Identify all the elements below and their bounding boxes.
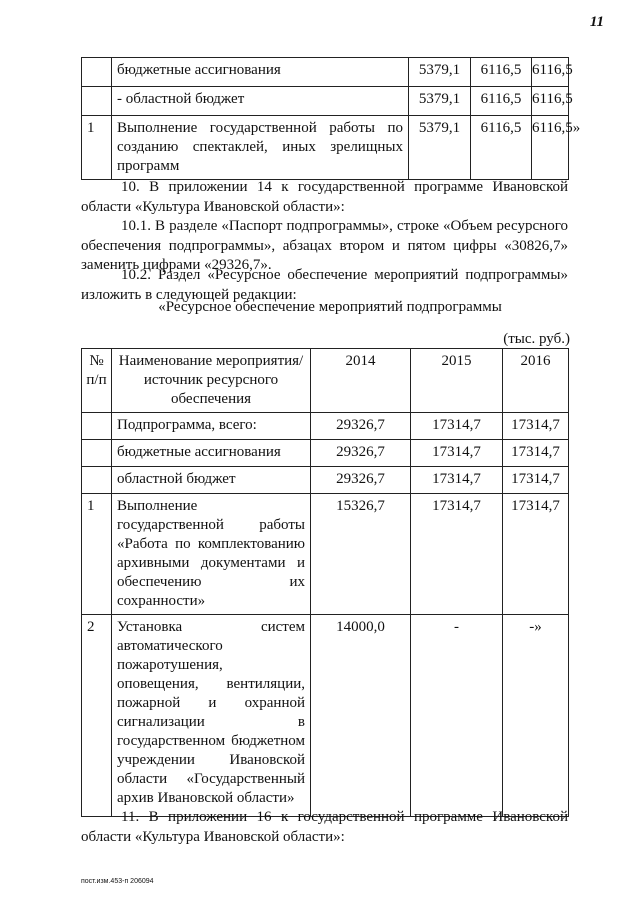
row-number (82, 440, 112, 467)
row-number (82, 87, 112, 116)
row-number: 1 (82, 494, 112, 615)
row-number (82, 413, 112, 440)
table-row (82, 87, 569, 116)
row-number: 1 (82, 116, 112, 180)
header-name: Наименование мероприятия/источник ресурсного обеспечения (112, 349, 311, 413)
paragraph-11: 11. В приложении 16 к государственной программе Ивановской области «Культура Ивановской области»: (81, 809, 568, 845)
table-row (82, 58, 569, 87)
unit-label: (тыс. руб.) (503, 331, 570, 347)
row-number (82, 58, 112, 87)
value-2014: 29326,7 (311, 467, 411, 494)
value-2016: 17314,7 (503, 494, 569, 615)
row-name: - областной бюджет (112, 87, 409, 116)
value-2015: - (411, 615, 503, 817)
value-2015: 17314,7 (411, 413, 503, 440)
value-2016: 6116,5 (532, 87, 569, 116)
value-2016: 17314,7 (503, 440, 569, 467)
value-2014: 5379,1 (409, 58, 471, 87)
value-2015: 17314,7 (411, 440, 503, 467)
table-row (82, 615, 569, 817)
value-2014: 14000,0 (311, 615, 411, 817)
value-2014: 5379,1 (409, 116, 471, 180)
row-name: Выполнение государственной работы по созданию спектаклей, иных зрелищных программ (112, 116, 409, 180)
paragraph-10-2: 10.2. Раздел «Ресурсное обеспечение мероприятий подпрограммы» изложить в следующей редакции: (81, 267, 568, 303)
section-title: «Ресурсное обеспечение мероприятий подпрограммы (158, 299, 502, 315)
row-name: областной бюджет (112, 467, 311, 494)
page-number: 11 (589, 14, 604, 30)
value-2014: 15326,7 (311, 494, 411, 615)
value-2014: 5379,1 (409, 87, 471, 116)
row-name: Установка систем автоматического пожаротушения, оповещения, вентиляции, пожарной и охранной сигнализации в государственном бюджетном учреждении Ивановской области «Государственный архив Ивановской области» (112, 615, 311, 817)
funding-table-continued (81, 57, 581, 180)
row-number (82, 467, 112, 494)
table-row (82, 440, 569, 467)
table-row (82, 467, 569, 494)
header-2015: 2015 (411, 349, 503, 413)
value-2015: 17314,7 (411, 494, 503, 615)
header-2016: 2016 (503, 349, 569, 413)
value-2015: 6116,5 (471, 116, 532, 180)
header-2014: 2014 (311, 349, 411, 413)
paragraph-10: 10. В приложении 14 к государственной программе Ивановской области «Культура Ивановской области»: (81, 179, 568, 215)
row-name: бюджетные ассигнования (112, 440, 311, 467)
value-2015: 17314,7 (411, 467, 503, 494)
row-name: бюджетные ассигнования (112, 58, 409, 87)
header-number: № п/п (82, 349, 112, 413)
value-2016: 17314,7 (503, 467, 569, 494)
table-row (82, 494, 569, 615)
value-2014: 29326,7 (311, 413, 411, 440)
table-row (82, 413, 569, 440)
value-2014: 29326,7 (311, 440, 411, 467)
resource-table (81, 348, 569, 817)
value-2016: 6116,5» (532, 116, 569, 180)
document-footer-code: пост.изм.453-п 206094 (81, 878, 154, 885)
row-number: 2 (82, 615, 112, 817)
row-name: Подпрограмма, всего: (112, 413, 311, 440)
row-name: Выполнение государственной работы «Работа по комплектованию архивными документами и обеспечению их сохранности» (112, 494, 311, 615)
table-header-row (82, 349, 569, 413)
paragraph-10-1: 10.1. В разделе «Паспорт подпрограммы», строке «Объем ресурсного обеспечения подпрограммы», абзацах втором и пятом цифры «30826,7» заменить цифрами «29326,7». (81, 218, 568, 273)
table-row (82, 116, 569, 180)
value-2016: 6116,5 (532, 58, 569, 87)
value-2016: 17314,7 (503, 413, 569, 440)
value-2015: 6116,5 (471, 58, 532, 87)
value-2016: -» (503, 615, 569, 817)
value-2015: 6116,5 (471, 87, 532, 116)
